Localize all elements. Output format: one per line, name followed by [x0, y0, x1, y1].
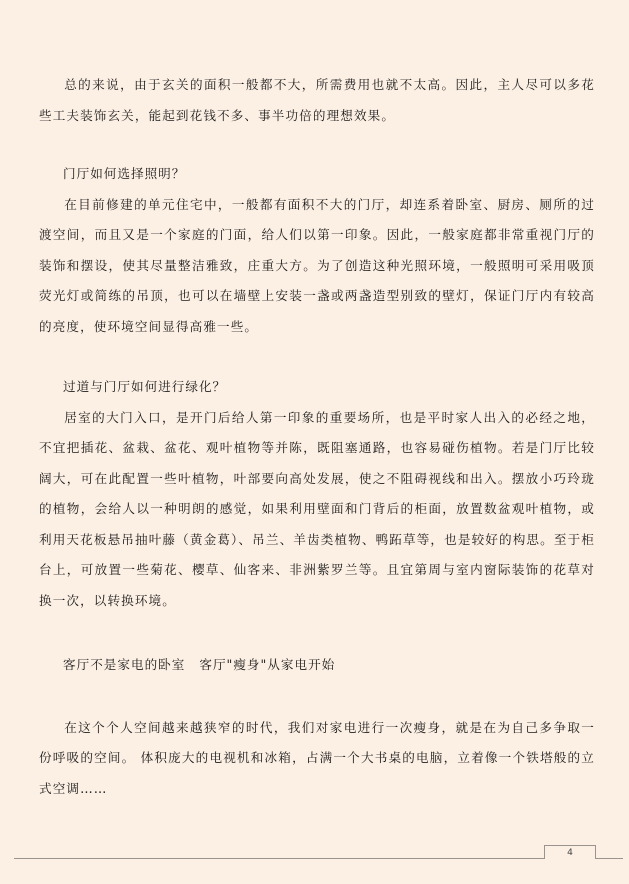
footer-rule	[14, 858, 623, 859]
paragraph-hallway-greening: 居室的大门入口，是开门后给人第一印象的重要场所，也是平时家人出入的必经之地，不宜把插花、盆栽、盆花、观叶植物等并陈，既阻塞通路，也容易碰伤植物。若是门厅比较阔大，可在此配置一些叶植物，叶部要向高处发展，使之不阻碍视线和出入。摆放小巧玲珑的植物，会给人以一种明朗的感觉，如果利用壁面和门背后的柜面，放置数盆观叶植物，或利用天花板悬吊抽叶藤（黄金葛）、吊兰、羊齿类植物、鸭跖草等，也是较好的构思。至于柜台上，可放置一些菊花、樱草、仙客来、非洲紫罗兰等。且宜第周与室内窗际装饰的花草对换一次，以转换环境。	[39, 409, 595, 608]
paragraph-summary: 总的来说，由于玄关的面积一般都不大，所需费用也就不太高。因此，主人尽可以多花些工夫装饰玄关，能起到花钱不多、事半功倍的理想效果。	[39, 77, 595, 123]
heading-living-room	[39, 650, 595, 681]
heading-living-room-part-2: 客厅"瘦身"从家电开始	[199, 657, 336, 672]
page-number: 4	[544, 845, 596, 859]
document-body	[39, 70, 595, 804]
paragraph-lobby-lighting: 在目前修建的单元住宅中，一般都有面积不大的门厅，却连系着卧室、厨房、厕所的过渡空间，而且又是一个家庭的门面，给人们以第一印象。因此，一般家庭都非常重视门厅的装饰和摆设，使其尽量整洁雅致，庄重大方。为了创造这种光照环境，一般照明可采用吸顶荧光灯或简练的吊顶，也可以在墙壁上安装一盏或两盏造型别致的壁灯，保证门厅内有较高的亮度，使环境空间显得高雅一些。	[39, 196, 595, 334]
heading-lobby-lighting: 门厅如何选择照明？	[63, 166, 186, 181]
heading-hallway-greening: 过道与门厅如何进行绿化？	[63, 379, 227, 394]
paragraph-appliance-slimming: 在这个个人空间越来越狭窄的时代，我们对家电进行一次瘦身，就是在为自己多争取一份呼吸的空间。 体积庞大的电视机和冰箱，占满一个大书桌的电脑，立着像一个铁塔般的立式空调……	[39, 719, 595, 796]
heading-living-room-part-1: 客厅不是家电的卧室	[63, 657, 186, 672]
